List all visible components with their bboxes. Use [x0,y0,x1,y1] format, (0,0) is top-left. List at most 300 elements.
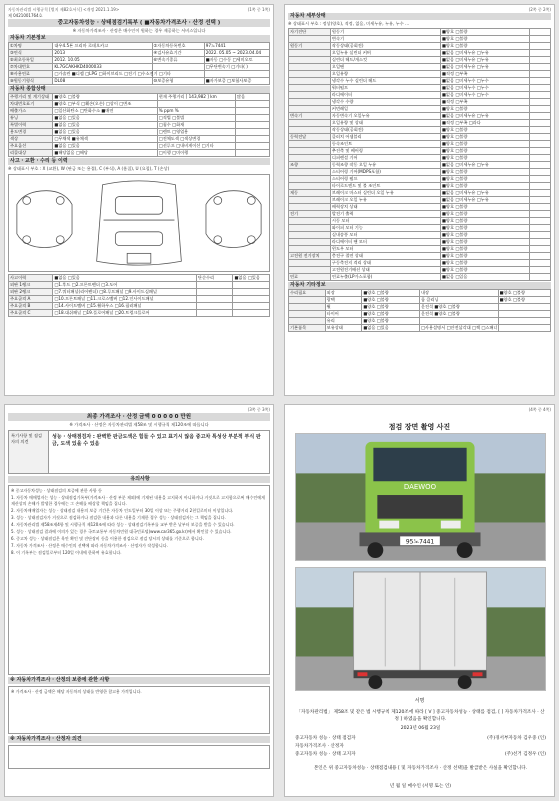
table-cell [530,113,551,120]
table-row [289,85,551,92]
table-row [289,50,551,57]
table-cell [530,253,551,260]
table-row [289,304,551,311]
table-cell: ■없음 □미세누유 □누유 [440,57,529,64]
guide-item: 5. 성능 · 상태점검 결과에 이의가 있는 경우 국토교통부 자동차민원 대국민포털(www.car365.go.kr)에서 확인할 수 있습니다. [11,528,232,534]
table-row [9,71,270,78]
section-price-warranty: ※ 자동차가격조사 · 산정의 보증에 관한 사항 [8,677,270,684]
table-cell [530,169,551,176]
table-row [289,57,551,64]
photo-section-title: 점검 장면 촬영 사진 [388,423,451,431]
table-cell: ■없음 □있음 [362,325,420,332]
table-cell [289,92,331,99]
table-row [289,78,551,85]
table-cell [236,108,270,115]
table-row [289,297,551,304]
guide-item: 6. 중고차 성능 · 상태점검은 육안 확인 및 진단장비 등을 이용한 점검으로 점검 당시의 상태를 기준으로 합니다. [11,535,204,541]
table-cell: 튜닝 [9,115,53,122]
table-cell: ■없음 □있음 [53,275,197,282]
table-cell: □적법 □불법 [157,115,235,122]
table-cell [289,71,331,78]
table-cell [530,148,551,155]
table-cell [530,106,551,113]
table-cell [289,85,331,92]
table-cell: □1.후드 □2.프론트펜더 □3.도어 [53,282,197,289]
table-cell: 스티어링 기어(MDPS포함) [330,169,440,176]
rear-photo [295,567,546,691]
table-cell [289,127,331,134]
table-cell: ①차명 [9,43,53,50]
guide-item: 1. 자동차 매매업자는 성능 · 상태점검기록부(가격조사 · 산정 부분 제외)에 기재된 내용을 고지하지 아니하거나 거짓으로 고지함으로써 매수인에게 재산상의 손해가 발생한 경우에는 그 손해를 배상할 책임을 집니다. [11,495,265,506]
table-cell [530,274,551,281]
table-cell: ②자동차등록번호 [152,43,204,50]
table-cell: ④검사유효기간 [152,50,204,57]
table-cell [289,239,331,246]
table-cell [196,303,233,310]
table-row [289,218,551,225]
vehicle-outline-illustration [9,175,269,271]
table-cell: ■양호 □불량 [440,204,529,211]
table-cell [530,246,551,253]
table-cell: □전체도색 □색상변경 [157,136,235,143]
guide-item: ※ 중고자동차성능 · 상태점검의 보증에 관한 사항 등 [11,488,102,493]
table-cell: 주행거리 및 계기상태 [9,94,53,101]
table-cell [236,115,270,122]
table-cell [289,155,331,162]
table-cell [498,304,550,311]
table-cell [530,204,551,211]
table-cell [157,101,235,108]
table-cell: 2012. 10.05 [53,57,152,64]
table-cell [289,304,326,311]
table-cell: 냉각수 수량 [330,99,440,106]
table-cell: 라디에이터 [330,92,440,99]
table-row [289,253,551,260]
table-cell [289,64,331,71]
guide-item: 2. 자동차매매업자는 성능 · 상태점검 내용의 보증 기간은 자동차 인도일부터 30일 이상 또는 주행거리 2천킬로미터 이상입니다. [11,507,234,513]
table-cell: 단순수리 [196,275,233,282]
table-cell [289,232,331,239]
table-cell [530,218,551,225]
table-cell: 실내송풍 모터 [330,232,440,239]
table-cell: 특별이력 [9,122,53,129]
table-cell [530,64,551,71]
table-cell: ■양호 □불량 [440,36,529,43]
table-row [289,176,551,183]
table-cell: 윈도우 모터 [330,246,440,253]
table-cell: 배력장치 상태 [330,204,440,211]
table-cell [289,36,331,43]
table-cell: ■자동 □수동 □세미오토 [204,57,269,64]
table-cell: ■없음 □미세누수 □누수 [440,92,529,99]
table-cell: 전기 [289,211,331,218]
table-row [9,43,270,50]
table-cell [289,141,331,148]
table-cell [196,289,233,296]
price-warranty-box [8,686,270,734]
table-cell [289,246,331,253]
table-cell [530,36,551,43]
table-row [9,57,270,64]
inspection-sheet-page-1 [4,4,274,396]
table-cell: 리콜대상 [9,150,53,157]
sign-row [295,751,546,759]
section-guide: 유의사항 [8,476,270,483]
table-cell [530,239,551,246]
buyer-signature-line: 년 월 일 매수인 (서명 또는 인) [389,784,452,789]
table-cell: 타이로드엔드 및 볼 조인트 [330,183,440,190]
table-cell [236,136,270,143]
table-cell: ■양호 □불량 [440,127,529,134]
table-cell [289,120,331,127]
table-cell: 2013 [53,50,152,57]
sign-statement: 「자동차관리법」 제58조 및 같은 법 시행규칙 제120조에 따라 [ V ] 중고자동차성능 · 상태를 점검, [ ] 자동차가격조사 · 산정 ] 하였음을 확인합니다. [296,710,545,722]
sign-role: 중고자동차 성능 · 상태 점검자 [295,736,356,741]
table-row [289,325,551,332]
other-info-table [288,289,551,332]
table-cell [196,310,233,317]
table-row [289,169,551,176]
table-cell: □침수 □화재 [157,122,235,129]
table-row [289,134,551,141]
table-row [289,43,551,50]
table-row [289,92,551,99]
sign-row [295,735,546,743]
table-cell [530,99,551,106]
table-row [289,274,551,281]
table-row [289,211,551,218]
table-row [9,101,270,108]
table-cell: 동력조향 작동 오일 누유 [330,162,440,169]
table-cell: ■양호 □불량 [498,297,550,304]
table-cell: 연료누출(LP가스포함) [330,274,440,281]
table-row [9,289,270,296]
table-cell: ■없음 □미세누유 □누유 [440,197,529,204]
table-cell: ■양호 □불량 [440,148,529,155]
table-cell [196,296,233,303]
table-cell: □14.사이드멤버 □15.휠하우스 □16.필러패널 [53,303,197,310]
table-cell [236,129,270,136]
table-cell: 차대번호표기 [9,101,53,108]
table-cell: ⑥변속기종류 [152,57,204,64]
truck-front-image [296,434,545,560]
table-cell: ■적정 □부족 [440,99,529,106]
table-cell: ■양호 □불량 [362,290,420,297]
table-cell: 발전기 출력 [330,211,440,218]
table-cell: ■양호 □불량 [362,311,420,318]
table-cell: ■없음 □있음 [53,143,157,150]
table-cell [530,57,551,64]
table-cell: 주요옵션 [9,143,53,150]
table-cell [233,296,270,303]
guide-item: 7. 자동차 가격조사 · 산정은 매수인의 선택에 따라 자동차가격조사 · 산정자가 작성합니다. [11,542,168,548]
table-cell: □이행 □미이행 [157,150,235,157]
section-overall-status: 자동차 종합상태 [8,86,270,93]
front-photo [295,433,546,561]
table-row [289,162,551,169]
table-cell: ■없음 □미세누유 □누유 [440,162,529,169]
table-cell: 색상 [9,136,53,143]
table-cell: 스티어링 펌프 [330,176,440,183]
table-cell: ■양호 □불량 [440,267,529,274]
table-cell: 자기진단 [289,29,331,36]
table-cell [233,303,270,310]
table-row [9,275,270,282]
table-row [289,29,551,36]
vehicle-diagram [8,174,270,272]
table-cell: 조향 [289,162,331,169]
table-row [9,303,270,310]
table-row [289,239,551,246]
table-cell: 디퍼렌셜 기어 [330,155,440,162]
table-row [9,50,270,57]
table-cell: 구동축전지 격리 상태 [330,260,440,267]
table-row [9,310,270,317]
table-cell [530,260,551,267]
table-cell: 고전원전기배선 상태 [330,267,440,274]
table-cell [289,99,331,106]
table-cell: 작동상태(공회전) [330,127,440,134]
table-cell [289,169,331,176]
inspector-opinion-text: 성능 · 상태점검자 : 완벽한 판금도색은 힘들 수 있고 표기시 않음 중고차 특성상 부분적 부식 판금, 도색 있을 수 있음 [52,434,261,447]
table-cell [289,57,331,64]
table-row [289,141,551,148]
table-cell [289,311,326,318]
table-cell: ■양호 □불량 [440,29,529,36]
table-row [289,190,551,197]
table-row [289,120,551,127]
table-row [289,148,551,155]
table-row [289,232,551,239]
sign-name: (주)경서부자동차 김우중 (인) [487,736,546,741]
table-cell [289,106,331,113]
table-cell: 타이어 [325,311,362,318]
table-row [9,150,270,157]
table-cell: ■양호 □불량 [440,176,529,183]
table-cell: 제동 [289,190,331,197]
table-row [9,143,270,150]
table-row [289,318,551,325]
table-cell: 기본품목 [289,325,326,332]
table-cell [498,318,550,325]
table-cell: 오일누유 실린더 커버 [330,50,440,57]
table-cell: DL08 [53,78,152,85]
table-cell [289,50,331,57]
table-cell: ⑤최초등록일 [9,57,53,64]
table-cell: 커먼레일 [330,106,440,113]
guide-item: 3. 성능 · 상태점검자가 거짓으로 점검하거나 점검한 내용과 다른 내용을 기재한 경우 성능 · 상태점검자는 그 책임을 집니다. [11,514,226,520]
guide-text-box [8,485,270,675]
sign-row [295,743,546,751]
table-cell: ■양호 □불량 [440,169,529,176]
table-cell [289,204,331,211]
table-cell: 등속조인트 [330,141,440,148]
table-row [289,183,551,190]
table-cell: 라디에이터 팬 모터 [330,239,440,246]
table-cell: ⑩보증유형 [152,78,204,85]
table-cell [530,85,551,92]
table-cell [289,197,331,204]
table-cell: ⑧사용연료 [9,71,53,78]
table-cell: ■양호 □불량 [362,304,420,311]
table-cell: 외판 1랭크 [9,282,53,289]
table-cell [530,43,551,50]
table-row [289,113,551,120]
table-cell: 오일유량 및 상태 [330,120,440,127]
table-cell: 냉각수 누수 실린더 헤드 [330,78,440,85]
table-cell: ■없음 □있음 [53,122,157,129]
overall-status-table [8,93,270,157]
price-warranty-note: ※ 가격조사 · 산정 금액은 해당 자동차의 상태를 반영한 참고용 가격입니다. [11,689,142,694]
sign-role: 자동차가격조사 · 산정자 [295,744,344,749]
table-cell: ■양호 □부식 □훼손(오손) □상이 □변조 [53,101,157,108]
table-cell: 자동변속기 오일누유 [330,113,440,120]
sign-date: 2023년 06월 23일 [400,726,441,731]
table-cell: 수리필요 [289,290,326,297]
table-cell: 사고이력 [9,275,53,282]
table-cell [236,143,270,150]
table-row [289,311,551,318]
table-cell: ■적정 □부족 □과다 [440,120,529,127]
table-cell: ■양호 □불량 [440,106,529,113]
table-cell: ■양호 □불량 [440,211,529,218]
table-cell: 운전석 ■양호 □불량 [419,304,498,311]
table-cell: □무단변속기 □기타( ) [204,64,269,71]
section-extra-opinion: ※ 자동차가격조사 · 산정자 의견 [8,736,270,743]
page-title: 중고자동차성능 · 상태점검기록부 ( ■자동차가격조사 · 산정 선택 ) [8,19,270,27]
certificate-number: 제 0421001764호 [8,13,43,18]
section-other-info: 자동차 기타정보 [288,282,551,289]
table-cell [289,78,331,85]
table-cell: 추진축 및 베어링 [330,148,440,155]
table-cell: □렌트 □영업용 [157,129,235,136]
sign-name: (주)선거 김정우 (인) [504,752,546,757]
table-row [9,94,270,101]
table-cell [530,92,551,99]
section-basic-info: 자동차 기본정보 [8,35,270,42]
table-cell [530,232,551,239]
table-cell: 내장 [419,290,498,297]
table-cell: □10.프론트패널 □11.크로스멤버 □12.인사이드패널 [53,296,197,303]
table-cell: ■없음 □미세누수 □누수 [440,78,529,85]
table-cell: ■해당없음 □해당 [53,150,157,157]
table-cell: ■양호 □불량 [440,134,529,141]
accident-table [8,274,270,317]
table-row [9,122,270,129]
table-cell [530,267,551,274]
table-cell [530,71,551,78]
table-cell: □가솔린 ■디젤 □LPG □하이브리드 □전기 □수소전기 □기타 [54,71,171,76]
page-number: (4쪽 중 4쪽) [528,407,551,412]
table-row [289,106,551,113]
table-cell: 룸 클리닝 [419,297,498,304]
table-cell [530,141,551,148]
table-cell: 워터펌프 [330,85,440,92]
table-cell: ■없음 □미세누수 □누수 [440,85,529,92]
table-cell: ■양호 □불량 [440,232,529,239]
table-cell: ⑦차대번호 [9,64,53,71]
table-row [9,115,270,122]
table-cell: ■없음 □있음 [53,129,157,136]
table-cell: ■없음 □미세누유 □누유 [440,50,529,57]
accident-symbol-note: ※ 상태표시 부호 : X (교환), W (판금 또는 용접), C (부식), A (흠집), U (요철), T (손상) [8,166,170,171]
guide-item: 4. 자동차관리법 제58조제4항 및 시행규칙 제120조에 따라 성능 · 상태점검기록부를 교부 받은 날부터 보증을 받을 수 있습니다. [11,521,235,527]
table-row [289,155,551,162]
table-row [9,282,270,289]
table-row [289,36,551,43]
table-cell [289,225,331,232]
table-cell [204,71,269,78]
table-cell: □무채색 ■유채색 [53,136,157,143]
table-cell: ■자가보증 □보험사보증 [204,78,269,85]
table-cell [233,310,270,317]
table-cell [233,289,270,296]
truck-rear-image [296,568,545,690]
table-cell: 변속기 [289,113,331,120]
table-cell: 동력전달 [289,134,331,141]
table-cell [289,183,331,190]
table-cell: ■양호 □불량 [440,183,529,190]
page-number: (3쪽 중 3쪽) [247,407,270,412]
table-cell: ■양호 □불량 [440,239,529,246]
table-cell: 2022. 05.05 ~ 2023.04.04 [204,50,269,57]
table-cell: 오일유량 [330,71,440,78]
table-row [289,204,551,211]
table-cell: ■양호 □불량 [53,94,157,101]
guide-item: 8. 이 기록부는 점검일로부터 120일 이내에 한하여 유효합니다. [11,549,122,555]
table-cell [530,183,551,190]
detail-symbol-note: ※ 상태표시 부호 : 정상(양호), 적정, 없음, 미세누유, 누유, 누수 ... [288,21,410,26]
table-cell [498,325,550,332]
table-cell: 외판 2랭크 [9,289,53,296]
table-cell: KL7GCAKHKD4000033 [53,64,152,71]
form-number: 자동차관리법 시행규칙 [별지 제82호서식] <개정 2021.1.19> [8,7,120,12]
table-row [289,197,551,204]
table-row [9,136,270,143]
table-cell: 많음 [236,94,270,101]
truck-brand-text: DAEWOO [403,483,437,492]
table-cell [530,176,551,183]
table-cell: ⑨원동기형식 [9,78,53,85]
section-detail-status: 자동차 세부상태 [288,13,551,20]
table-cell [289,297,326,304]
table-cell: ■없음 □있음 [233,275,270,282]
table-cell: 유리 [325,318,362,325]
table-cell: ■양호 □불량 [440,218,529,225]
inspection-sheet-page-3 [4,404,274,797]
table-cell [289,218,331,225]
table-cell [530,120,551,127]
table-cell [196,282,233,289]
page-number: (2쪽 중 2쪽) [528,7,551,12]
buyer-confirmation: 본인은 위 중고자동차성능 · 상태점검내용 [ 및 자동차가격조사 · 산정 선택]을 발급받은 사실을 확인합니다. [313,766,528,771]
extra-opinion-box [8,745,270,769]
table-row [289,246,551,253]
table-cell: ■적정 □부족 [440,71,529,78]
table-cell: 클러치 어셈블리 [330,134,440,141]
table-cell [289,267,331,274]
table-cell [530,134,551,141]
table-row [289,71,551,78]
table-row [289,260,551,267]
table-cell: 용도변경 [9,129,53,136]
basic-info-table [8,42,270,85]
table-cell [530,197,551,204]
table-cell: 실린더 헤드/개스킷 [330,57,440,64]
table-row [289,225,551,232]
table-row [289,290,551,297]
table-cell: 원동기 [330,29,440,36]
